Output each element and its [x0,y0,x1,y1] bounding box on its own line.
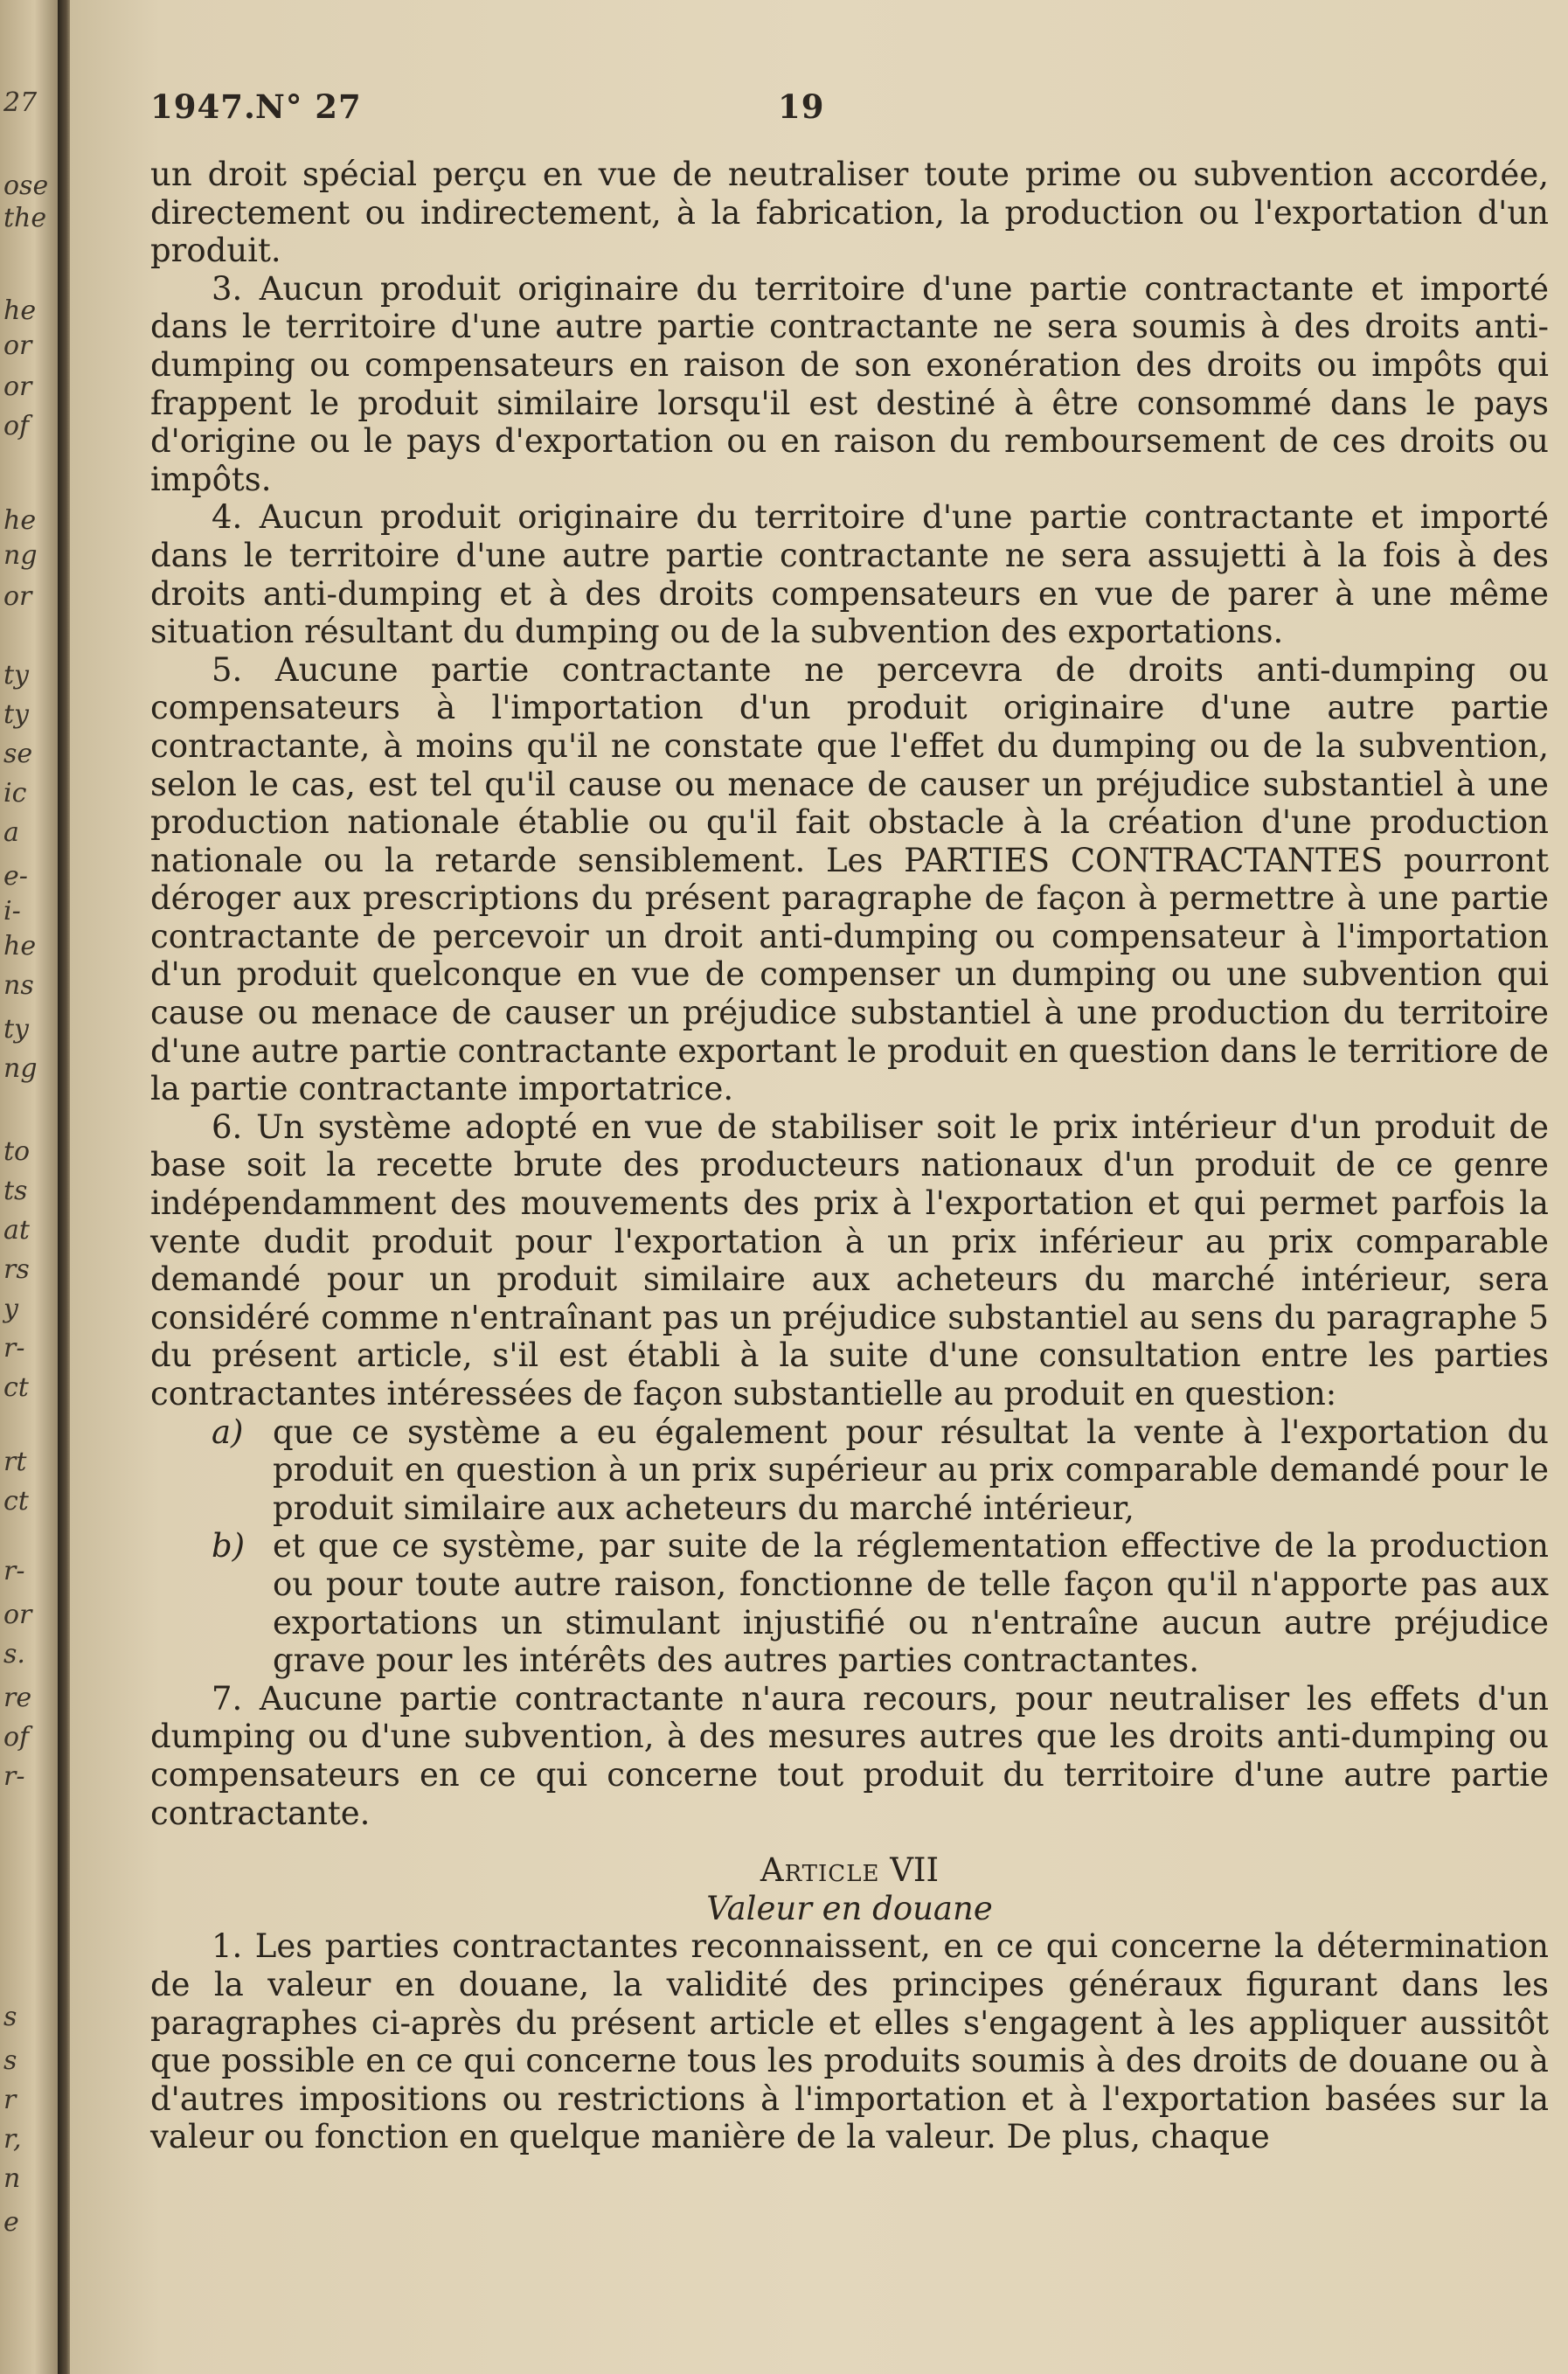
adjacent-page-edge [0,0,58,2374]
page-number: 19 [778,87,825,126]
margin-fragment: ts [3,1176,28,1206]
margin-fragment: s [3,2002,17,2032]
margin-fragment: r- [3,1333,25,1364]
margin-fragment: to [3,1136,31,1167]
margin-fragment: r- [3,1556,25,1586]
margin-fragment: of [3,411,30,441]
margin-fragment: or [3,330,32,361]
margin-fragment: s [3,2045,17,2076]
margin-fragment: he [3,505,37,536]
margin-fragment: y [3,1294,18,1324]
margin-fragment: e- [3,861,28,892]
paragraph-3: 3. Aucun produit originaire du territoire d'une partie contractante et importé dans le territoire d'une autre partie contractante ne sera soumis à des droits anti-dumping ou compensateurs en raison de son exonération des droits ou impôts qui frappent le produit similaire lorsqu'il est destiné à être consommé dans le pays d'origine ou le pays d'exportation ou en raison du remboursement de ces droits ou impôts. [150,269,1549,498]
book-gutter [58,0,70,2374]
paragraph-continuation: un droit spécial perçu en vue de neutraliser toute prime ou subvention accordée, directement ou indirectement, à la fabrication, la production ou l'exportation d'un produit. [150,156,1549,270]
article-paragraph-1: 1. Les parties contractantes reconnaissent, en ce qui concerne la détermination de la valeur en douane, la validité des principes généraux figurant dans les paragraphes ci-après du présent article et elles s'engagent à les appliquer aussitôt que possible en ce qui concerne tous les produits soumis à des droits de douane ou à d'autres impositions ou restrictions à l'importation et à l'exportation basées sur la valeur ou fonction en quelque manière de la valeur. De plus, chaque [150,1927,1549,2156]
margin-fragment: the [3,203,47,233]
margin-fragment: he [3,295,37,326]
margin-fragment: or [3,581,32,612]
margin-fragment: n [3,2163,21,2194]
paragraph-7: 7. Aucune partie contractante n'aura recours, pour neutraliser les effets d'un dumping ou d'une subvention, à des mesures autres que les droits anti-dumping ou compensateurs en ce qui concerne tout produit du territoire d'une autre partie contractante. [150,1679,1549,1832]
margin-fragment: r- [3,1761,25,1792]
margin-fragment: ng [3,1053,38,1084]
margin-fragment: r [3,2085,17,2115]
sub-item-text: et que ce système, par suite de la réglementation effective de la production ou pour toute autre raison, fonctionne de telle façon qu'il n'apporte pas aux exportations un stimulant injustifié ou n'entraîne aucun autre préjudice grave pour les intérêts des autres parties contractantes. [273,1527,1549,1680]
article-heading [150,1851,1549,1890]
margin-fragment: 27 [3,87,38,118]
margin-fragment: ns [3,970,34,1001]
margin-fragment: ty [3,1014,30,1045]
margin-fragment: se [3,739,33,769]
margin-fragment: at [3,1215,30,1246]
sub-item-b [150,1527,1549,1679]
margin-fragment: ose [3,170,49,201]
margin-fragment: of [3,1722,30,1753]
margin-fragment: rs [3,1254,30,1285]
article-word: Article [760,1851,880,1890]
sub-item-a [150,1413,1549,1528]
paragraph-5: 5. Aucune partie contractante ne percevra de droits anti-dumping ou compensateurs à l'importation d'un produit originaire d'une autre partie contractante, à moins qu'il ne constate que l'effet du dumping ou de la subvention, selon le cas, est tel qu'il cause ou menace de causer un préjudice substantiel à une production nationale établie ou qu'il fait obstacle à la création d'une production nationale ou la retarde sensiblement. Les PARTIES CONTRACTANTES pourront déroger aux prescriptions du présent paragraphe de façon à permettre à une partie contractante de percevoir un droit anti-dumping ou compensateur à l'importation d'un produit quelconque en vue de compenser un dumping ou une subvention qui cause ou menace de causer un préjudice substantiel à une production du territoire d'une autre partie contractante exportant le produit en question dans le territiore de la partie contractante importatrice. [150,650,1549,1108]
margin-fragment: re [3,1683,32,1713]
sub-item-letter: b) [212,1527,246,1565]
sub-item-letter: a) [212,1413,244,1451]
margin-fragment: or [3,371,32,402]
header-number: N° 27 [255,87,362,126]
margin-fragment: i- [3,896,21,927]
margin-fragment: a [3,817,19,848]
document-page [70,0,1568,2374]
sub-item-text: que ce système a eu également pour résultat la vente à l'exportation du produit en question à un prix supérieur au prix comparable demandé pour le produit similaire aux acheteurs du marché intérieur, [273,1413,1549,1527]
body-text [150,156,1549,2156]
paragraph-4: 4. Aucun produit originaire du territoire d'une partie contractante et importé dans le territoire d'une autre partie contractante ne sera assujetti à la fois à des droits anti-dumping et à des droits compensateurs en vue de parer à une même situation résultant du dumping ou de la subvention des exportations. [150,498,1549,651]
article-numeral: VII [890,1851,940,1890]
margin-fragment: ic [3,778,27,809]
margin-fragment: or [3,1600,32,1630]
margin-fragment: ty [3,660,30,691]
margin-fragment: r, [3,2124,22,2155]
margin-fragment: ct [3,1486,29,1517]
article-subtitle: Valeur en douane [706,1889,993,1927]
margin-fragment: rt [3,1447,27,1477]
margin-fragment: he [3,931,37,961]
margin-fragment: e [3,2207,19,2238]
paragraph-6: 6. Un système adopté en vue de stabiliser soit le prix intérieur d'un produit de base soit la recette brute des producteurs nationaux d'un produit de ce genre indépendamment des mouvements des prix à l'exportation et qui permet parfois la vente dudit produit pour l'exportation à un prix inférieur au prix comparable demandé pour un produit similaire aux acheteurs du marché intérieur, sera considéré comme n'entraînant pas un préjudice substantiel au sens du paragraphe 5 du présent article, s'il est établi à la suite d'une consultation entre les parties contractantes intéressées de façon substantielle au produit en question: [150,1107,1549,1413]
margin-fragment: ct [3,1372,29,1403]
header-year: 1947. [150,87,256,126]
margin-fragment: ng [3,540,38,571]
margin-fragment: s. [3,1639,25,1669]
margin-fragment: ty [3,699,30,730]
